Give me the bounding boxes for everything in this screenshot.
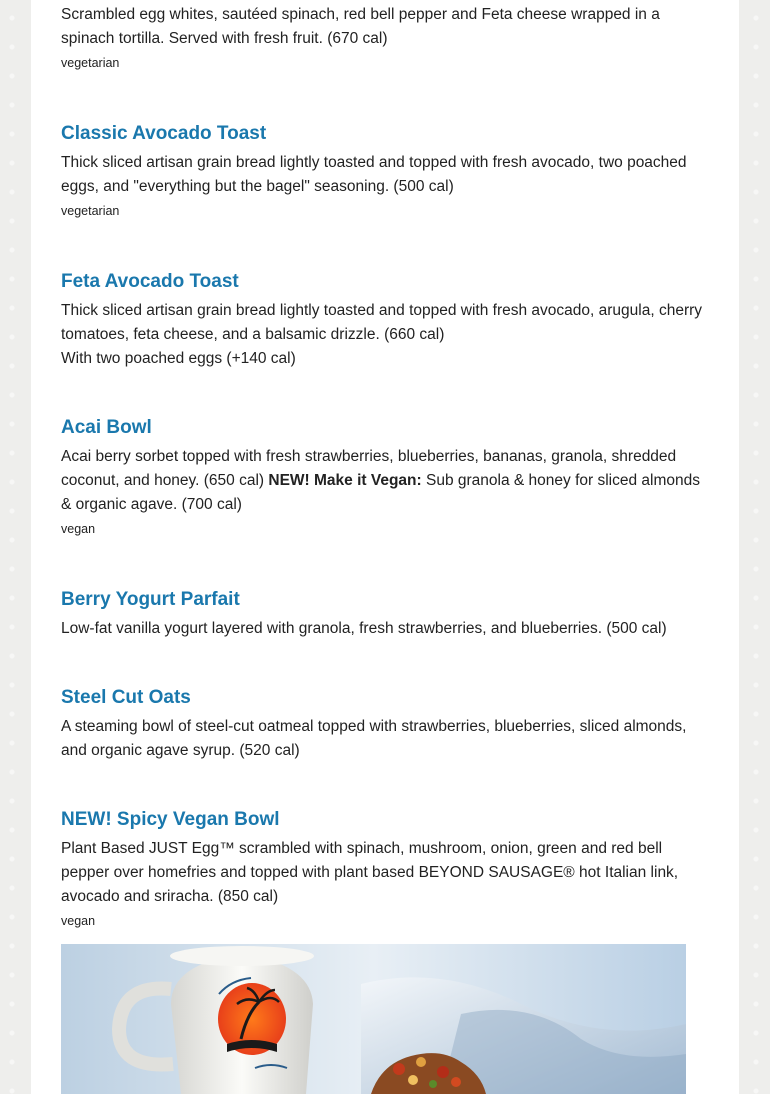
breakfast-photo [61,944,686,1094]
dietary-tag: vegan [61,914,96,928]
menu-item-title: NEW! Spicy Vegan Bowl [61,809,280,830]
menu-item-berry-yogurt-parfait [61,587,711,641]
menu-panel [31,0,739,1094]
dietary-tag: vegan [61,522,96,536]
menu-item-title: Feta Avocado Toast [61,271,239,292]
menu-item-add-on: With two poached eggs (+140 cal) [61,350,296,367]
menu-item-top [61,3,711,71]
menu-item-description: Thick sliced artisan grain bread lightly toasted and topped with fresh avocado, two poached eggs, and "everything but the bagel" seasoning. (500 cal) [61,154,687,195]
menu-item-steel-cut-oats [61,685,711,763]
menu-item-description: Thick sliced artisan grain bread lightly toasted and topped with fresh avocado, arugula, cherry tomatoes, feta cheese, and a balsamic drizzle. (660 cal) [61,302,703,343]
description-text: Acai berry sorbet topped with fresh strawberries, blueberries, bananas, granola, shredded coconut, and honey. (650 cal) [61,448,677,489]
menu-item-spicy-vegan-bowl [61,807,711,929]
menu-item-title: Classic Avocado Toast [61,123,267,144]
dietary-tag: vegetarian [61,56,120,70]
menu-list [61,3,711,929]
menu-item-description [61,445,711,517]
menu-item-feta-avocado-toast [61,269,711,371]
description-text: Sub granola & honey for sliced almonds & organic agave. (700 cal) [61,472,700,513]
menu-item-description: Low-fat vanilla yogurt layered with granola, fresh strawberries, and blueberries. (500 cal) [61,620,667,637]
menu-item-acai-bowl [61,415,711,537]
menu-item-description: Plant Based JUST Egg™ scrambled with spinach, mushroom, onion, green and red bell pepper over homefries and topped with plant based BEYOND SAUSAGE® hot Italian link, avocado and sriracha. (850 cal) [61,840,679,905]
menu-item-description: Scrambled egg whites, sautéed spinach, red bell pepper and Feta cheese wrapped in a spinach tortilla. Served with fresh fruit. (670 cal) [61,6,660,47]
menu-item-description: A steaming bowl of steel-cut oatmeal topped with strawberries, blueberries, sliced almonds, and organic agave syrup. (520 cal) [61,718,687,759]
dietary-tag: vegetarian [61,204,120,218]
menu-item-title: Acai Bowl [61,417,152,438]
menu-item-title: Steel Cut Oats [61,687,191,708]
vegan-option-label: NEW! Make it Vegan: [268,472,422,489]
menu-item-title: Berry Yogurt Parfait [61,589,240,610]
menu-item-classic-avocado-toast [61,121,711,219]
